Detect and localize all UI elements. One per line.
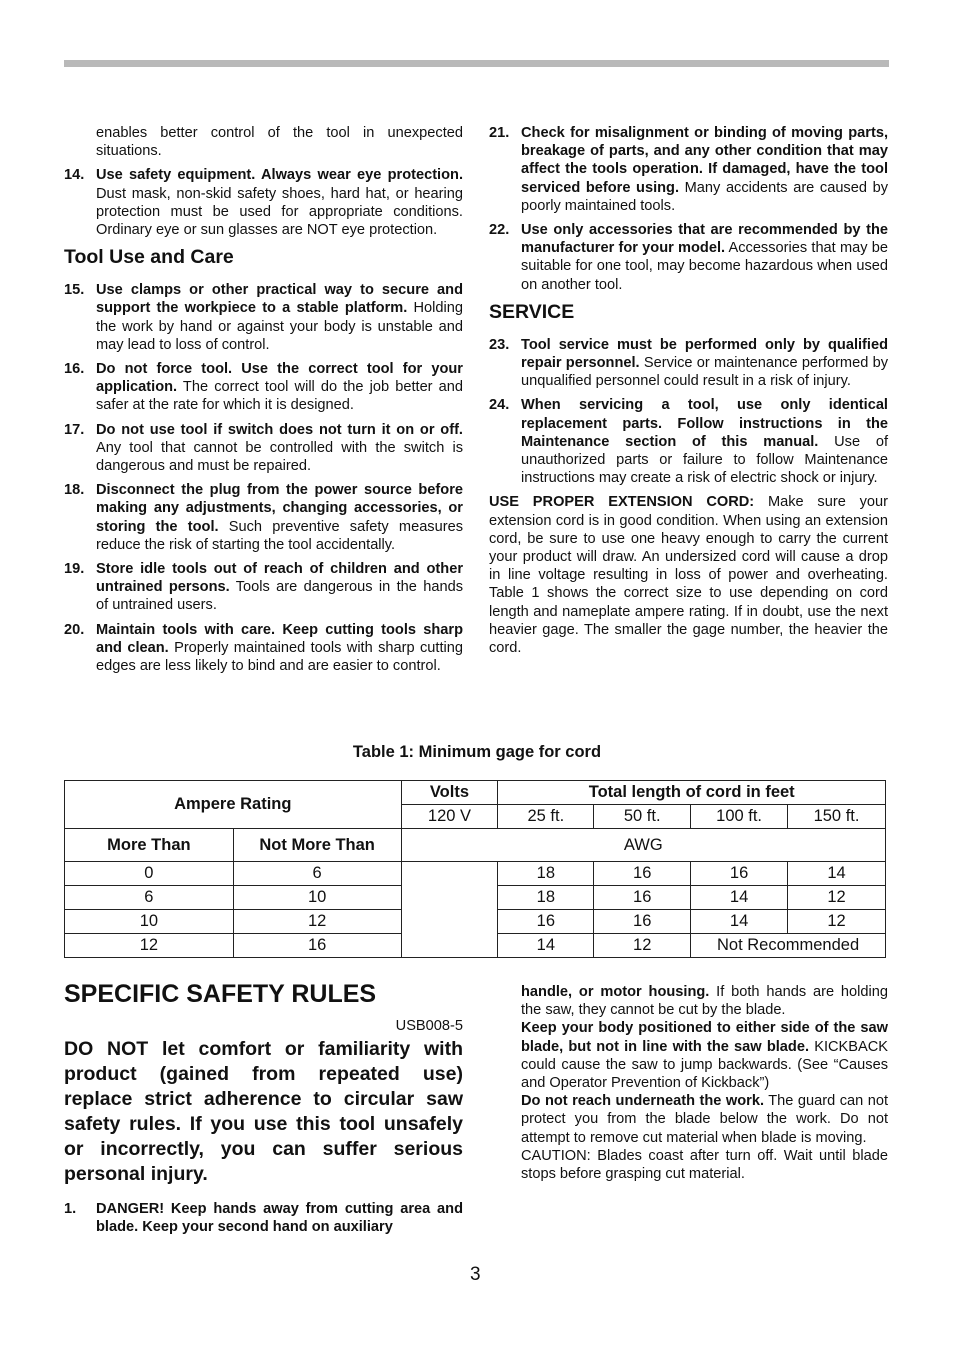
item-bold: Disconnect the plug from the power source before making any adjustments, changing accessories, or storing the tool. xyxy=(96,482,463,535)
extension-cord-text: Make sure your extension cord is in good condition. When using an extension cord, be sure to use one heavy enough to carry the current your product will draw. An undersized cord will cause a drop in line voltage resulting in loss of power and overheating. Table 1 shows the correct size to use depending on cord length and nameplate ampere rating. If in doubt, use the next heavier gage. The smaller the gage number, the heavier the cord. xyxy=(489,494,888,657)
item-number: 15. xyxy=(64,282,85,299)
length-cell: 100 ft. xyxy=(691,805,788,829)
continuation-text: enables better control of the tool in unexpected situations. xyxy=(96,125,463,160)
rule-item-19 xyxy=(64,560,463,615)
item-number: 23. xyxy=(489,336,510,353)
gage-cell: 18 xyxy=(498,886,594,910)
more-than-cell: 0 xyxy=(65,862,234,886)
gage-cell: 12 xyxy=(788,910,886,934)
item-number: 22. xyxy=(489,222,510,239)
right-column xyxy=(489,124,888,657)
item-text: Properly maintained tools with sharp cutting edges are less likely to bind and are easier to control. xyxy=(96,639,463,675)
body-position-bold: Keep your body positioned to either side of the saw blade, but not in line with the saw blade. xyxy=(521,1020,888,1055)
gage-cell: 16 xyxy=(498,910,594,934)
more-than-cell: 6 xyxy=(65,886,234,910)
item-text: Such preventive safety measures reduce the risk of starting the tool accidentally. xyxy=(96,518,463,553)
gage-cell: 14 xyxy=(788,862,886,886)
gage-cell: 12 xyxy=(594,934,691,958)
rule-item-15 xyxy=(64,281,463,354)
awg-header: AWG xyxy=(401,829,885,862)
rule-item-22 xyxy=(489,221,888,294)
item-number: 21. xyxy=(489,125,510,141)
item-number: 19. xyxy=(64,561,85,578)
document-code: USB008-5 xyxy=(395,1018,463,1034)
item-number: 16. xyxy=(64,361,85,378)
service-heading: SERVICE xyxy=(489,300,575,323)
reach-text: The guard can not protect you from the blade below the work. Do not attempt to remove cut material when blade is moving. xyxy=(521,1093,889,1146)
not-more-than-header: Not More Than xyxy=(233,829,401,862)
item-bold: Do not use tool if switch does not turn it on or off. xyxy=(96,421,463,438)
left-column xyxy=(64,124,463,681)
item-text: The correct tool will do the job better and safer at the rate for which it is designed. xyxy=(96,379,463,414)
item-1-continuation xyxy=(521,983,888,1183)
length-cell: 50 ft. xyxy=(594,805,691,829)
item-bold: Use only accessories that are recommended by the manufacturer for your model. xyxy=(521,222,888,257)
length-cell: 25 ft. xyxy=(498,805,594,829)
item-text: Holding the work by hand or against your body is unstable and may lead to loss of control. xyxy=(96,300,463,353)
danger-item xyxy=(64,1200,463,1236)
item-number: 17. xyxy=(64,421,85,438)
more-than-cell: 10 xyxy=(65,910,234,934)
item-bold: DANGER! Keep hands away from cutting area and blade. Keep your second hand on auxiliary xyxy=(96,1201,463,1236)
rule-item-17 xyxy=(64,421,463,476)
table-row xyxy=(65,862,886,886)
item-text: Tools are dangerous in the hands of untrained users. xyxy=(96,579,463,614)
rule-item-18 xyxy=(64,481,463,554)
voltage-cell: 120 V xyxy=(401,805,498,829)
handle-paragraph xyxy=(521,983,888,1019)
item-text: Accessories that may be suitable for one tool, may become hazardous when used on another tool. xyxy=(521,240,888,293)
gage-cell: 16 xyxy=(594,886,691,910)
not-more-than-cell: 10 xyxy=(233,886,401,910)
rule-item-24 xyxy=(489,396,888,487)
gage-cell: 16 xyxy=(594,862,691,886)
item-text: Service or maintenance performed by unqualified personnel could result in a risk of injury. xyxy=(521,355,888,390)
item-bold: Use clamps or other practical way to secure and support the workpiece to a stable platform. xyxy=(96,282,463,317)
item-bold: Use safety equipment. Always wear eye protection. xyxy=(96,167,463,184)
extension-cord-heading: USE PROPER EXTENSION CORD: xyxy=(489,494,755,511)
volts-header: Volts xyxy=(401,781,498,805)
handle-text: If both hands are holding the saw, they cannot be cut by the blade. xyxy=(521,984,888,1019)
header-rule xyxy=(64,60,889,67)
item-bold: When servicing a tool, use only identical replacement parts. Follow instructions in the Maintenance section of this manual. xyxy=(521,397,888,450)
length-cell: 150 ft. xyxy=(788,805,886,829)
gage-cell: 16 xyxy=(691,862,788,886)
body-position-paragraph xyxy=(521,1019,888,1092)
item-bold: Do not force tool. Use the correct tool for your application. xyxy=(96,361,463,396)
item-text: Dust mask, non-skid safety shoes, hard hat, or hearing protection must be used for appropriate conditions. Ordinary eye or sun glasses are NOT eye protection. xyxy=(96,185,463,239)
caution-paragraph: CAUTION: Blades coast after turn off. Wait until blade stops before grasping cut material. xyxy=(521,1147,888,1183)
reach-bold: Do not reach underneath the work. xyxy=(521,1093,765,1110)
gage-cell: 14 xyxy=(691,886,788,910)
rule-item-23 xyxy=(489,336,888,391)
item-bold: Check for misalignment or binding of moving parts, breakage of parts, and any other condition that may affect the tools operation. If damaged, have the tool serviced before using. xyxy=(521,125,888,196)
not-more-than-cell: 12 xyxy=(233,910,401,934)
rule-item-1 xyxy=(64,1200,463,1236)
item-number: 18. xyxy=(64,482,85,499)
tool-use-heading: Tool Use and Care xyxy=(64,246,234,269)
item-number: 1. xyxy=(64,1201,77,1217)
reach-paragraph xyxy=(521,1092,888,1147)
item-bold: Maintain tools with care. Keep cutting tools sharp and clean. xyxy=(96,621,463,656)
gage-cell: 12 xyxy=(788,886,886,910)
specific-safety-rules-title: SPECIFIC SAFETY RULES xyxy=(64,980,377,1008)
item-text: Use of unauthorized parts or failure to follow Maintenance instructions may create a risk of electric shock or injury. xyxy=(521,433,889,487)
gage-cell: 14 xyxy=(691,910,788,934)
extension-cord-paragraph xyxy=(489,493,888,657)
rule-item-21 xyxy=(489,124,888,215)
item-number: 20. xyxy=(64,621,85,638)
item-bold: Store idle tools out of reach of children and other untrained persons. xyxy=(96,561,463,596)
more-than-cell: 12 xyxy=(65,934,234,958)
gage-cell: 14 xyxy=(498,934,594,958)
not-more-than-cell: 6 xyxy=(233,862,401,886)
item-text: Any tool that cannot be controlled with the switch is dangerous and must be repaired. xyxy=(96,439,463,475)
page-number: 3 xyxy=(470,1264,481,1285)
gage-cell: 16 xyxy=(594,910,691,934)
table-caption: Table 1: Minimum gage for cord xyxy=(352,743,602,761)
total-length-header: Total length of cord in feet xyxy=(498,781,886,805)
ampere-rating-header: Ampere Rating xyxy=(65,781,402,829)
table-column-label-row xyxy=(65,829,886,862)
gage-cell: 18 xyxy=(498,862,594,886)
not-recommended-cell: Not Recommended xyxy=(691,934,886,958)
item-bold: Tool service must be performed only by qualified repair personnel. xyxy=(521,336,888,372)
item-text: Many accidents are caused by poorly maintained tools. xyxy=(521,179,888,214)
item-number: 24. xyxy=(489,397,510,414)
gage-table xyxy=(64,780,886,958)
rule-item-20 xyxy=(64,621,463,676)
table-header-row xyxy=(65,781,886,805)
handle-bold: handle, or motor housing. xyxy=(521,984,710,1000)
rule-item-14 xyxy=(64,166,463,239)
item-number: 14. xyxy=(64,167,85,184)
not-more-than-cell: 16 xyxy=(233,934,401,958)
voltage-empty-cell xyxy=(401,862,498,958)
familiarity-warning: DO NOT let comfort or familiarity with product (gained from repeated use) replace strict adherence to circular saw safety rules. If you use this tool unsafely or incorrectly, you can suffer serious personal injury. xyxy=(64,1038,463,1185)
body-position-text: KICKBACK could cause the saw to jump backwards. (See “Causes and Operator Prevention of Kickback”) xyxy=(521,1038,889,1092)
more-than-header: More Than xyxy=(65,829,234,862)
rule-item-16 xyxy=(64,360,463,415)
